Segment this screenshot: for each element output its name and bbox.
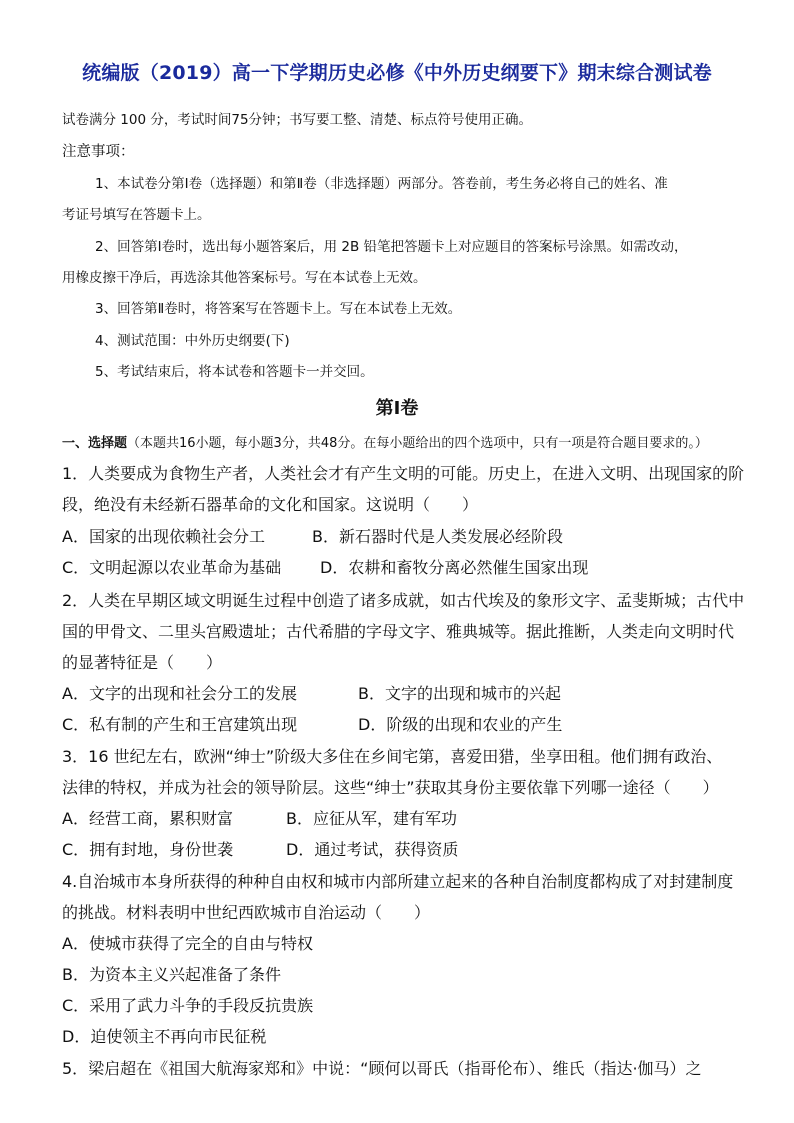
section-title: 第Ⅰ卷 [375, 398, 419, 419]
q2-option-c: C．私有制的产生和王宫建筑出现 [62, 715, 298, 734]
part1-label: 一、选择题 [62, 436, 128, 451]
q2-option-b: B．文字的出现和城市的兴起 [358, 684, 561, 703]
note-line: 2、回答第Ⅰ卷时，选出每小题答案后，用 2B 铅笔把答题卡上对应题目的答案标号涂黑。如需改动， [95, 239, 688, 255]
q3-option-d: D．通过考试，获得资质 [286, 840, 459, 859]
part1-header [62, 432, 708, 451]
question-4-line: 的挑战。材料表明中世纪西欧城市自治运动（ ） [62, 903, 431, 922]
question-2-line: 2．人类在早期区域文明诞生过程中创造了诸多成就，如古代埃及的象形文字、孟斐斯城；古代中 [62, 591, 745, 610]
q2-option-a: A．文字的出现和社会分工的发展 [62, 684, 297, 703]
note-line: 考证号填写在答题卡上。 [62, 207, 211, 223]
q2-option-d: D．阶级的出现和农业的产生 [358, 715, 563, 734]
q4-option-a: A．使城市获得了完全的自由与特权 [62, 934, 313, 953]
note-line: 3、回答第Ⅱ卷时，将答案写在答题卡上。写在本试卷上无效。 [95, 301, 462, 317]
q1-option-c: C．文明起源以农业革命为基础 [62, 558, 282, 577]
note-line: 用橡皮擦干净后，再选涂其他答案标号。写在本试卷上无效。 [62, 270, 427, 286]
question-1-line: 1．人类要成为食物生产者，人类社会才有产生文明的可能。历史上，在进入文明、出现国家的阶 [62, 464, 745, 483]
q4-option-c: C．采用了武力斗争的手段反抗贵族 [62, 996, 314, 1015]
question-3-line: 3．16 世纪左右，欧洲“绅士”阶级大多住在乡间宅第，喜爱田猎，坐享田租。他们拥有政治、 [62, 747, 723, 766]
note-line: 5、考试结束后，将本试卷和答题卡一并交回。 [95, 364, 374, 380]
part1-desc: （本题共16小题，每小题3分，共48分。在每小题给出的四个选项中，只有一项是符合题目要求的。） [127, 436, 708, 451]
q1-option-d: D．农耕和畜牧分离必然催生国家出现 [320, 558, 589, 577]
question-5-line: 5．梁启超在《祖国大航海家郑和》中说：“顾何以哥氏（指哥伦布）、维氏（指达·伽马）之 [62, 1059, 702, 1078]
q4-option-d: D．迫使领主不再向市民征税 [62, 1027, 267, 1046]
q3-option-a: A．经营工商，累积财富 [62, 809, 233, 828]
notes-heading: 注意事项： [62, 144, 135, 160]
question-1-line: 段，绝没有未经新石器革命的文化和国家。这说明（ ） [62, 495, 479, 514]
exam-title: 统编版（2019）高一下学期历史必修《中外历史纲要下》期末综合测试卷 [82, 62, 712, 84]
question-2-line: 的显著特征是（ ） [62, 653, 223, 672]
q3-option-c: C．拥有封地，身份世袭 [62, 840, 234, 859]
q1-option-b: B．新石器时代是人类发展必经阶段 [312, 527, 563, 546]
q1-option-a: A．国家的出现依赖社会分工 [62, 527, 265, 546]
question-2-line: 国的甲骨文、二里头宫殿遗址；古代希腊的字母文字、雅典城等。据此推断，人类走向文明时代 [62, 622, 735, 641]
note-line: 1、本试卷分第Ⅰ卷（选择题）和第Ⅱ卷（非选择题）两部分。答卷前，考生务必将自己的姓名、准 [95, 176, 668, 192]
note-line: 4、测试范围：中外历史纲要(下) [95, 333, 290, 349]
exam-intro: 试卷满分 100 分，考试时间75分钟；书写要工整、清楚、标点符号使用正确。 [62, 112, 533, 128]
q3-option-b: B．应征从军，建有军功 [286, 809, 457, 828]
question-3-line: 法律的特权，并成为社会的领导阶层。这些“绅士”获取其身份主要依靠下列哪一途径（ ） [62, 778, 719, 797]
q4-option-b: B．为资本主义兴起准备了条件 [62, 965, 281, 984]
question-4-line: 4.自治城市本身所获得的种种自由权和城市内部所建立起来的各种自治制度都构成了对封建制度 [62, 872, 734, 891]
